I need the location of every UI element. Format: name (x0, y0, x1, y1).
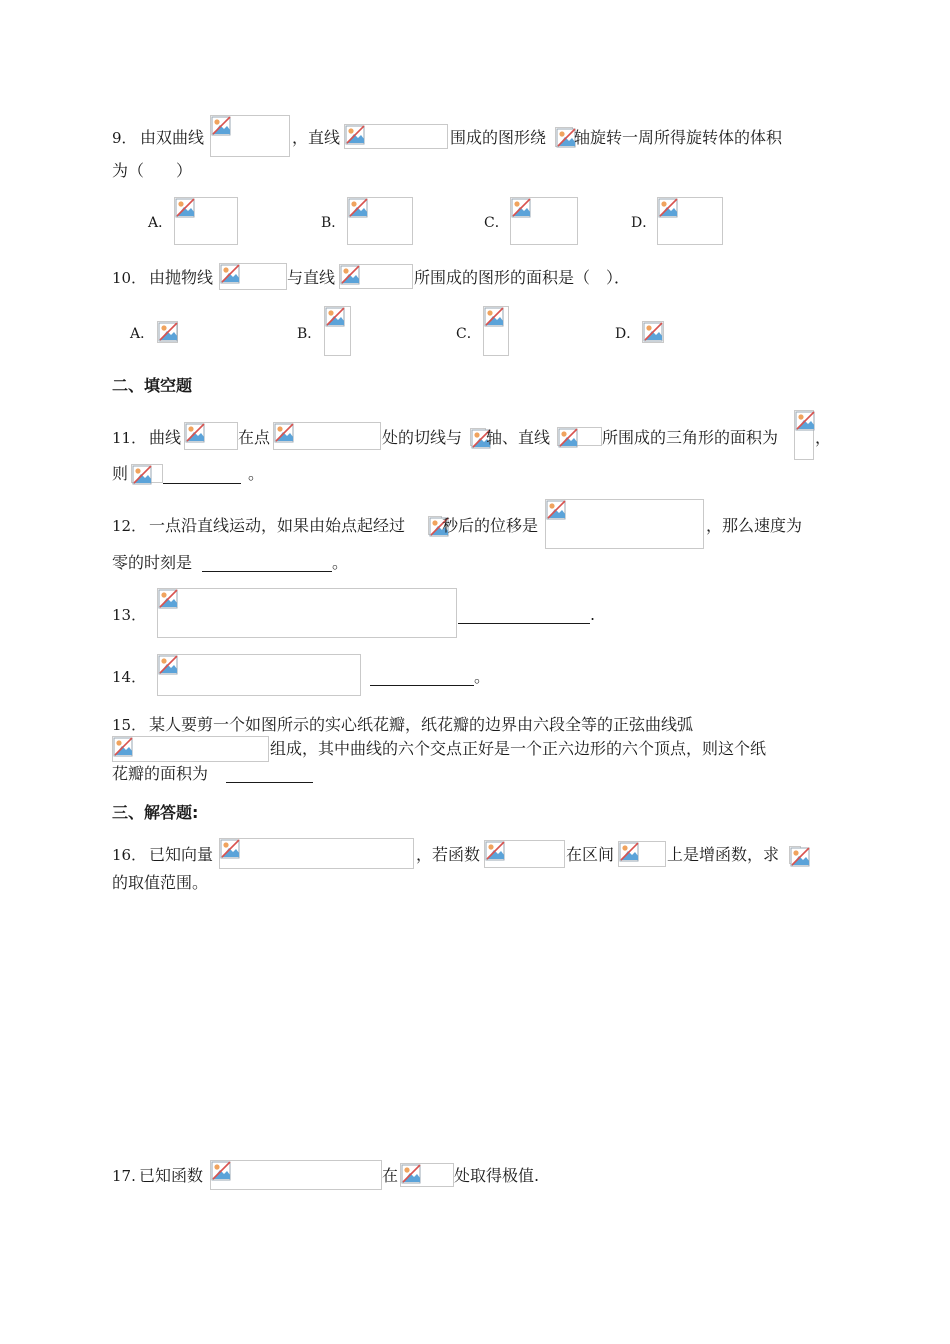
broken-image-icon (790, 847, 810, 867)
q10-number: 10． (112, 269, 147, 287)
broken-image-icon (158, 322, 178, 342)
broken-image-icon (619, 842, 639, 862)
q12-text-1: 一点沿直线运动，如果由始点起经过 (149, 516, 406, 535)
q9-option-c-image (510, 197, 578, 245)
broken-image-icon (158, 589, 178, 609)
q11-text-3: 处的切线与 (382, 428, 463, 447)
q9-formula-image-3 (555, 127, 573, 147)
broken-image-icon (345, 125, 365, 145)
q9-number: 9． (112, 129, 137, 147)
q11-text-2: 在点 (238, 428, 271, 447)
broken-image-icon (546, 500, 566, 520)
q9-option-b-label: B． (321, 215, 346, 231)
broken-image-icon (511, 198, 531, 218)
q16-formula-image-2 (484, 840, 565, 868)
q15-number: 15． (112, 716, 147, 734)
q9-option-c-label: C． (484, 215, 509, 231)
section-heading-solutions: 三、解答题: (112, 803, 199, 822)
q14-number: 14． (112, 668, 147, 686)
q12-formula-image-2 (545, 499, 704, 549)
q12-formula-image-1 (428, 516, 442, 535)
q9-formula-image-1 (210, 115, 290, 157)
broken-image-icon (658, 198, 678, 218)
q12-text-2: 秒后的位移是 (442, 516, 539, 535)
q12-answer-blank[interactable] (202, 570, 332, 572)
broken-image-icon (211, 1161, 231, 1181)
q11-text-6: ， (815, 428, 832, 447)
q16-number: 16． (112, 846, 147, 864)
broken-image-icon (274, 423, 294, 443)
broken-image-icon (643, 322, 663, 342)
q14-answer-blank[interactable] (370, 684, 474, 686)
q10-option-c-label: C． (456, 326, 481, 342)
q13-formula-image (157, 588, 457, 638)
q16-text-1: 已知向量 (149, 845, 214, 864)
q9-option-a-label: A． (148, 215, 173, 231)
q17-number: 17. (112, 1167, 136, 1185)
q15-text-1: 某人要剪一个如图所示的实心纸花瓣，纸花瓣的边界由六段全等的正弦曲线弧 (149, 715, 694, 734)
q11-text-5: 所围成的三角形的面积为 (602, 428, 779, 447)
q17-text-2: 在 (382, 1166, 399, 1185)
broken-image-icon (325, 307, 345, 327)
q9-text-5: 为（ ） (112, 161, 193, 180)
broken-image-icon (220, 264, 240, 284)
q17-formula-image-1 (210, 1160, 382, 1190)
q15-answer-blank[interactable] (226, 781, 313, 783)
q17-formula-image-2 (400, 1163, 454, 1187)
q12-text-3: ，那么速度为 (706, 516, 803, 535)
q10-option-c-image (483, 306, 509, 356)
q11-formula-image-4 (557, 427, 602, 446)
q16-text-5: 的取值范围。 (112, 873, 209, 892)
q16-text-4: 上是增函数，求 (667, 845, 780, 864)
q9-text-1: 由双曲线 (140, 128, 205, 147)
q10-option-a-image (157, 321, 178, 343)
broken-image-icon (132, 465, 152, 485)
q9-text-4: 轴旋转一周所得旋转体的体积 (574, 128, 783, 147)
q17-text-1: 已知函数 (139, 1166, 204, 1185)
q9-option-d-label: D． (631, 215, 657, 231)
broken-image-icon (795, 411, 815, 431)
q14-end: 。 (474, 667, 491, 686)
broken-image-icon (158, 655, 178, 675)
q16-formula-image-4 (789, 846, 801, 864)
q11-text-4: 轴、直线 (486, 428, 551, 447)
q10-option-d-image (642, 321, 664, 343)
q11-text-8: 。 (248, 464, 265, 483)
q11-formula-image-6 (131, 464, 163, 483)
q9-option-d-image (657, 197, 723, 245)
broken-image-icon (220, 839, 240, 859)
q13-end: . (590, 605, 596, 624)
q12-text-4: 零的时刻是 (112, 553, 193, 572)
q11-text-7: 则 (112, 464, 129, 483)
q13-answer-blank[interactable] (458, 622, 590, 624)
broken-image-icon (485, 841, 505, 861)
q9-option-a-image (174, 197, 238, 245)
q10-option-a-label: A． (130, 326, 155, 342)
q11-formula-image-2 (273, 422, 381, 450)
q9-option-b-image (347, 197, 413, 245)
broken-image-icon (175, 198, 195, 218)
broken-image-icon (556, 128, 576, 148)
q16-formula-image-3 (618, 841, 666, 867)
q10-formula-image-2 (339, 264, 413, 289)
broken-image-icon (558, 428, 578, 448)
q15-text-3: 花瓣的面积为 (112, 764, 209, 783)
q11-formula-image-1 (184, 422, 238, 450)
q17-text-3: 处取得极值. (454, 1166, 540, 1185)
broken-image-icon (401, 1164, 421, 1184)
q10-formula-image-1 (219, 263, 287, 290)
q10-text-2: 与直线 (287, 268, 336, 287)
q9-formula-image-2 (344, 124, 448, 149)
broken-image-icon (211, 116, 231, 136)
q15-text-2: 组成，其中曲线的六个交点正好是一个正六边形的六个顶点，则这个纸 (270, 739, 767, 758)
section-heading-fill-in: 二、填空题 (112, 376, 193, 395)
q12-number: 12． (112, 517, 147, 535)
q14-formula-image (157, 654, 361, 696)
q15-formula-image (112, 736, 269, 762)
broken-image-icon (340, 265, 360, 285)
broken-image-icon (348, 198, 368, 218)
q11-number: 11． (112, 429, 147, 447)
q10-option-b-label: B． (297, 326, 322, 342)
broken-image-icon (484, 307, 504, 327)
q10-text-1: 由抛物线 (149, 268, 214, 287)
q13-number: 13． (112, 606, 147, 624)
q10-option-d-label: D． (615, 326, 641, 342)
broken-image-icon (113, 737, 133, 757)
q16-formula-image-1 (219, 838, 414, 869)
q16-text-2: ，若函数 (416, 845, 481, 864)
q11-answer-blank[interactable] (163, 482, 241, 484)
q10-text-3: 所围成的图形的面积是（ ）． (414, 268, 631, 287)
q16-text-3: 在区间 (566, 845, 615, 864)
q9-text-3: 围成的图形绕 (450, 128, 547, 147)
q9-text-2: ，直线 (292, 128, 341, 147)
q11-formula-image-3 (470, 428, 486, 446)
q10-option-b-image (324, 306, 351, 356)
q11-formula-image-5 (794, 410, 814, 460)
q11-text-1: 曲线 (149, 428, 182, 447)
broken-image-icon (185, 423, 205, 443)
q12-text-5: 。 (332, 553, 349, 572)
